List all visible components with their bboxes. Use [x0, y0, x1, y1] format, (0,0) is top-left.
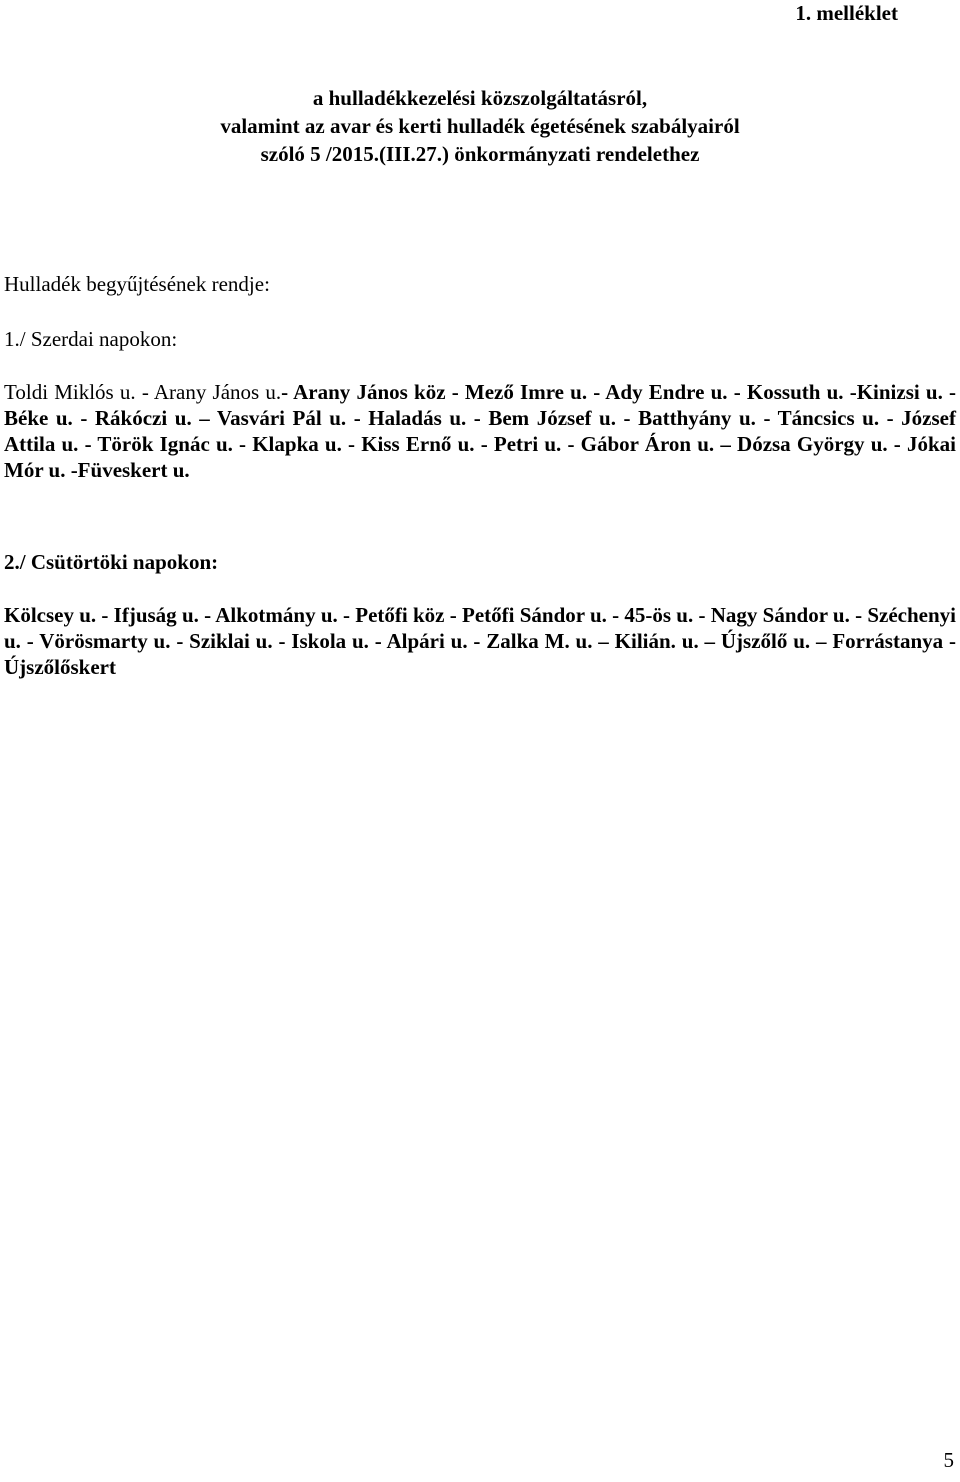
section-1-label: 1./ Szerdai napokon:: [4, 327, 178, 351]
document-title: [0, 84, 960, 168]
annex-label: 1. melléklet: [795, 1, 898, 25]
collection-schedule-heading: Hulladék begyűjtésének rendje:: [4, 272, 270, 296]
section-2-label: 2./ Csütörtöki napokon:: [4, 550, 219, 574]
section-1-streets-plain: Toldi Miklós u. - Arany János u.: [4, 380, 282, 404]
title-line-3: szóló 5 /2015.(III.27.) önkormányzati rendelethez: [260, 142, 700, 166]
title-line-2: valamint az avar és kerti hulladék égetésének szabályairól: [220, 114, 740, 138]
page-number: 5: [943, 1448, 954, 1472]
section-1-streets-bold: - Arany János köz - Mező Imre u. - Ady Endre u. - Kossuth u. -Kinizsi u. - Béke u. - Rákóczi u. – Vasvári Pál u. - Haladás u. - Bem József u. - Batthyány u. - Táncsics u. - József Attila u. - Török Ignác u. - Klapka u. - Kiss Ernő u. - Petri u. - Gábor Áron u. – Dózsa György u. - Jókai Mór u. -Füveskert u.: [4, 380, 956, 482]
section-1-street-list: [4, 379, 956, 483]
title-line-1: a hulladékkezelési közszolgáltatásról,: [312, 86, 648, 110]
section-2-street-list: Kölcsey u. - Ifjuság u. - Alkotmány u. - Petőfi köz - Petőfi Sándor u. - 45-ös u. - Nagy Sándor u. - Széchenyi u. - Vörösmarty u. - Sziklai u. - Iskola u. - Alpári u. - Zalka M. u. – Kilián. u. – Újszőlő u. – Forrástanya - Újszőlőskert: [4, 603, 956, 679]
